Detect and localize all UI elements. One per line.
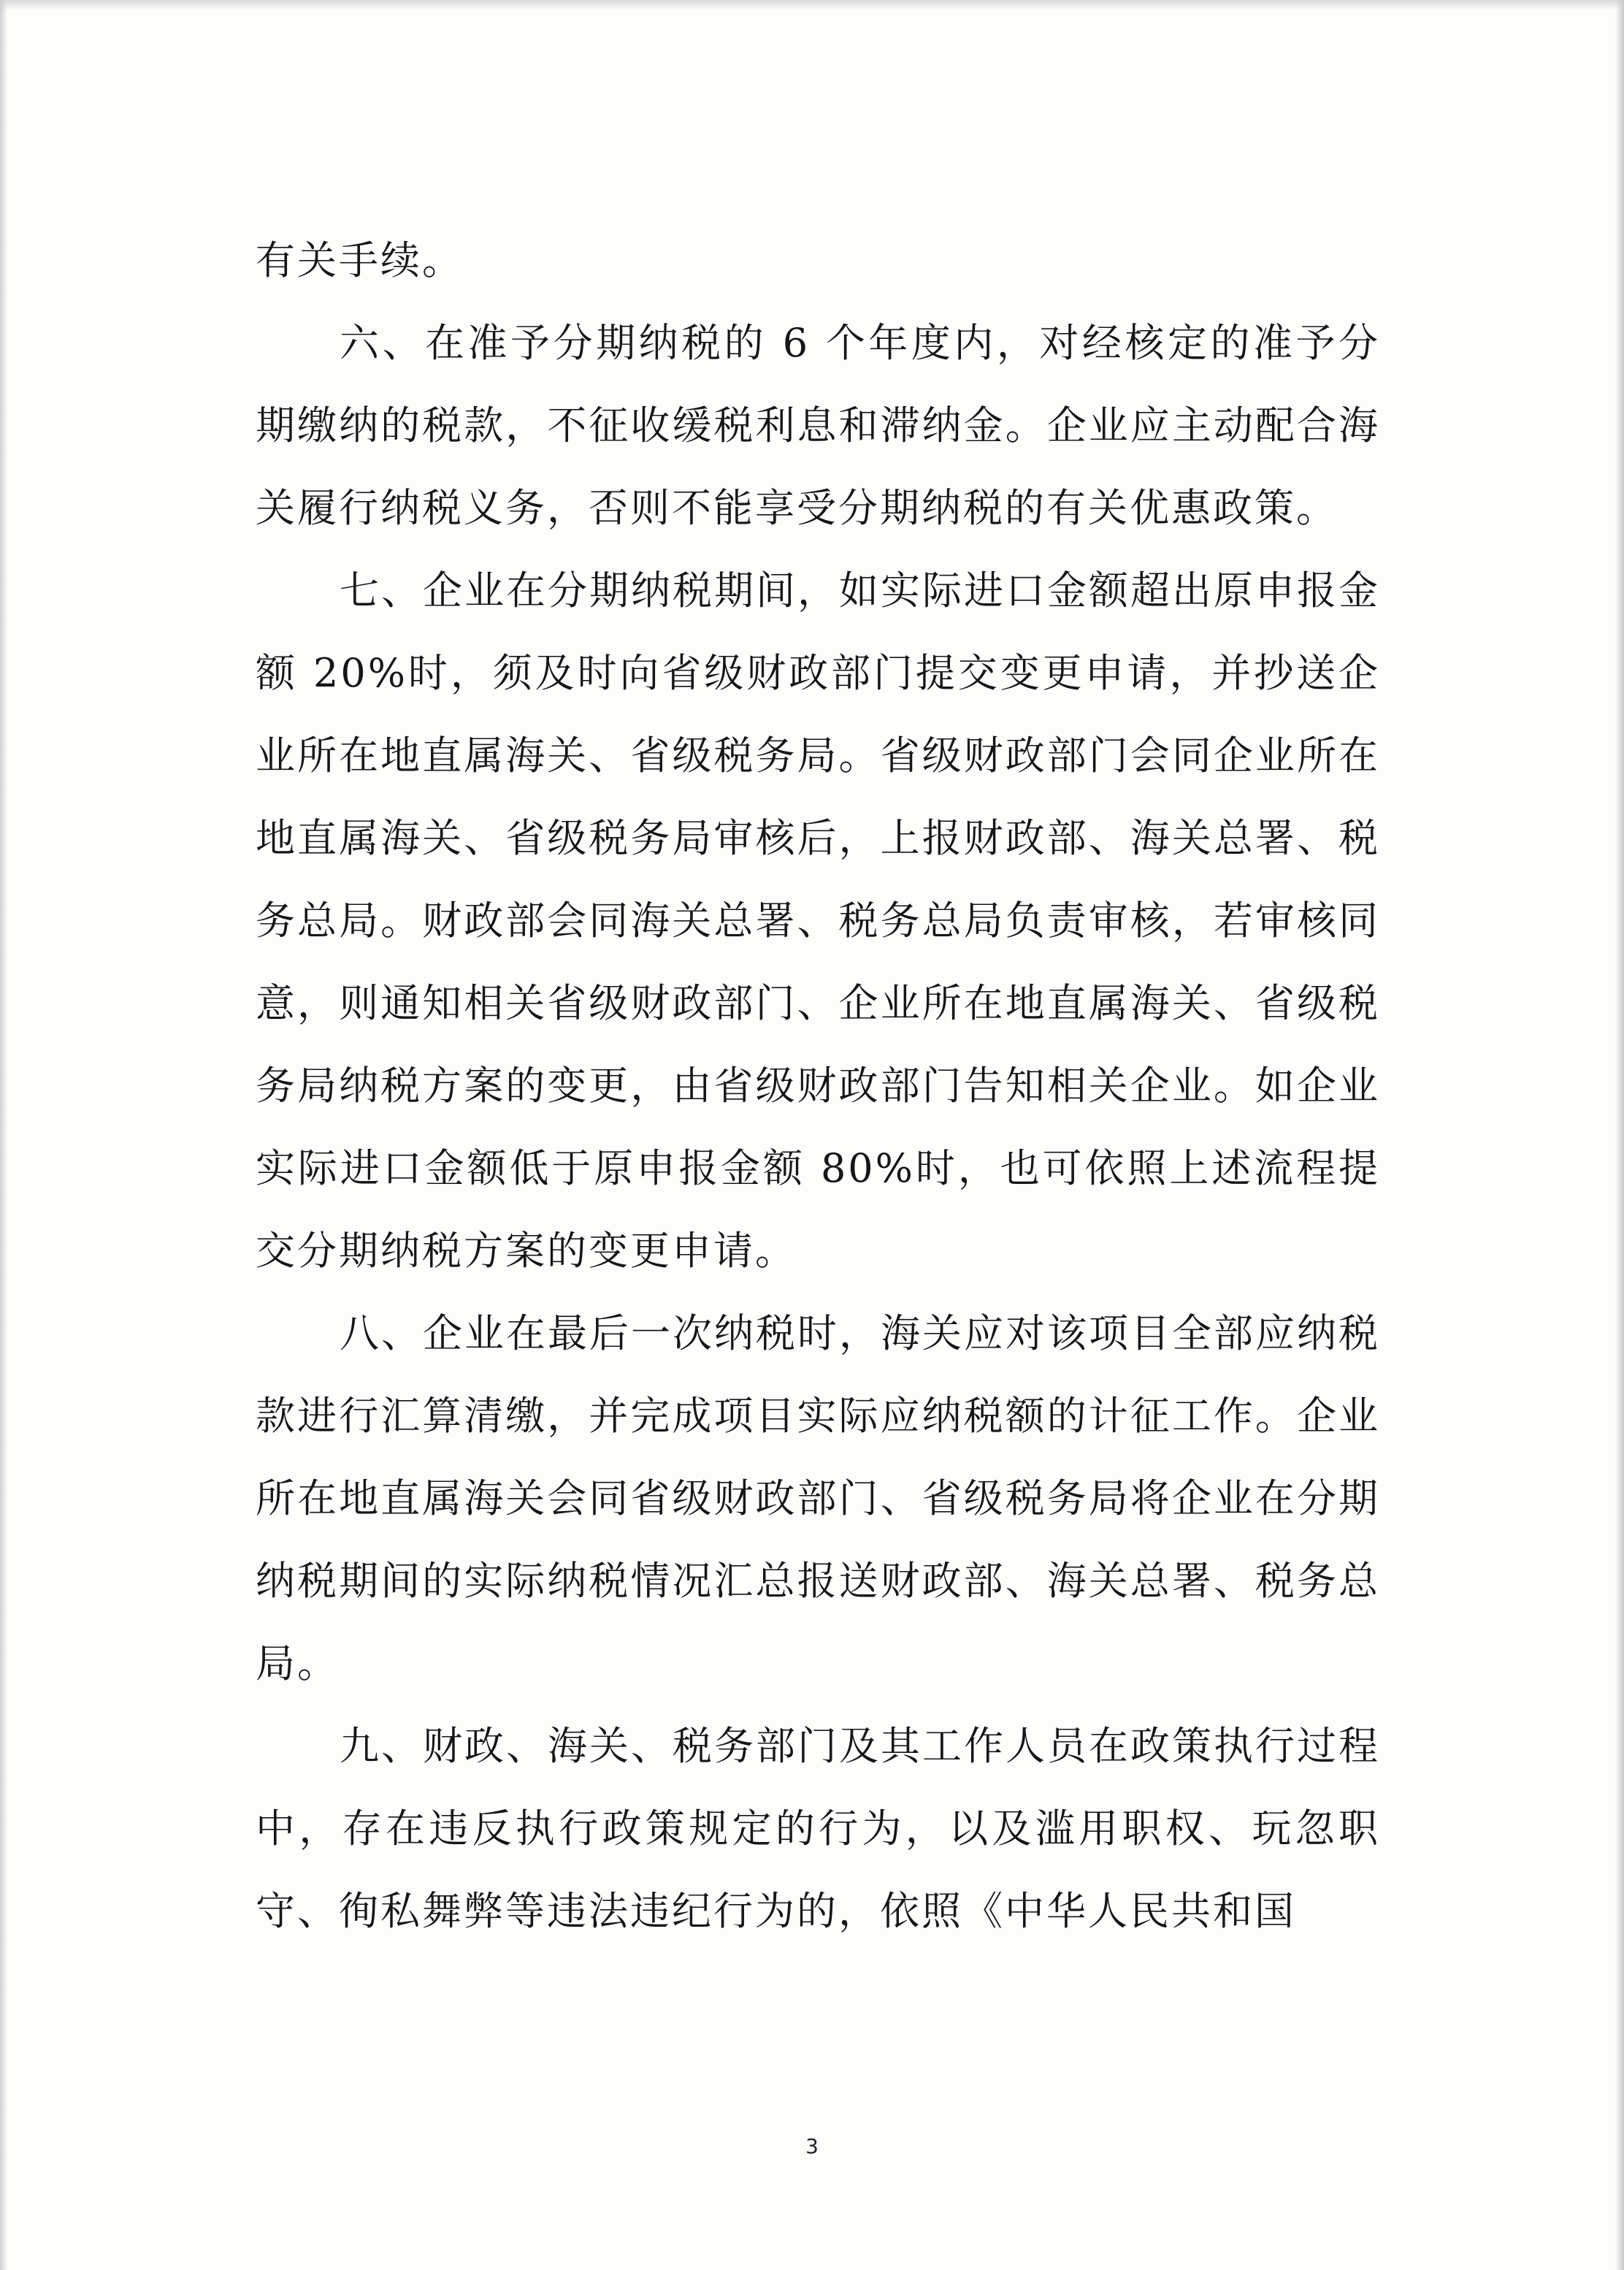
paragraph-item-7: 七、企业在分期纳税期间，如实际进口金额超出原申报金额 20%时，须及时向省级财政部门提交变更申请，并抄送企业所在地直属海关、省级税务局。省级财政部门会同企业所在地直属海关、省级税务局审核后，上报财政部、海关总署、税务总局。财政部会同海关总署、税务总局负责审核，若审核同意，则通知相关省级财政部门、企业所在地直属海关、省级税务局纳税方案的变更，由省级财政部门告知相关企业。如企业实际进口金额低于原申报金额 80%时，也可依照上述流程提交分期纳税方案的变更申请。	[256, 568, 1380, 1274]
paragraph-continuation: 有关手续。	[256, 237, 464, 283]
paragraph-item-8: 八、企业在最后一次纳税时，海关应对该项目全部应纳税款进行汇算清缴，并完成项目实际应纳税额的计征工作。企业所在地直属海关会同省级财政部门、省级税务局将企业在分期纳税期间的实际纳税情况汇总报送财政部、海关总署、税务总局。	[256, 1310, 1380, 1686]
scan-shadow-left	[0, 0, 7, 2270]
page-number: 3	[805, 2134, 819, 2158]
document-body	[256, 219, 1380, 1952]
paragraph-item-9: 九、财政、海关、税务部门及其工作人员在政策执行过程中，存在违反执行政策规定的行为，以及滥用职权、玩忽职守、徇私舞弊等违法违纪行为的，依照《中华人民共和国	[256, 1723, 1380, 1934]
paragraph-item-6: 六、在准予分期纳税的 6 个年度内，对经核定的准予分期缴纳的税款，不征收缓税利息和滞纳金。企业应主动配合海关履行纳税义务，否则不能享受分期纳税的有关优惠政策。	[256, 320, 1380, 531]
scan-shadow-right	[1615, 0, 1624, 2270]
scan-shadow-top	[0, 0, 1624, 10]
